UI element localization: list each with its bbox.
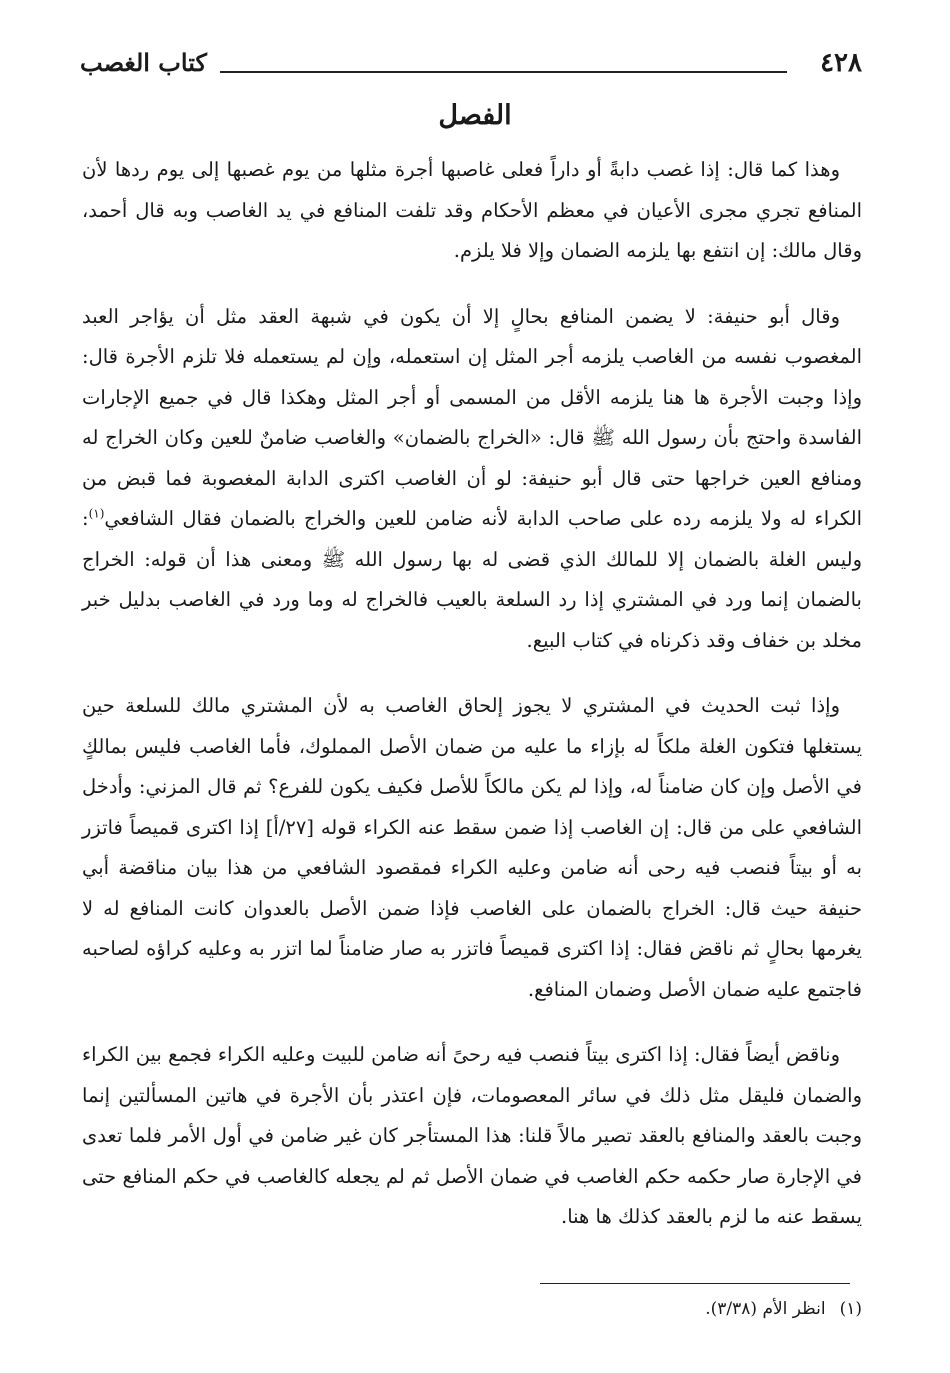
footnote-marker: (١) bbox=[839, 1299, 862, 1319]
footnote bbox=[705, 1294, 862, 1324]
paragraph-2-part-2: : وليس الغلة بالضمان إلا للمالك الذي قضى له بها رسول الله ﷺ ومعنى هذا أن قوله: الخراج بالضمان إنما ورد في المشتري إذا رد السلعة بالعيب فالخراج له وما ورد في الغاصب بدليل خبر مخلد بن خفاف وقد ذكرناه في كتاب البيع. bbox=[82, 507, 862, 652]
section-title: الفصل bbox=[438, 100, 512, 131]
footnote-rule bbox=[540, 1283, 850, 1284]
paragraph-1: وهذا كما قال: إذا غصب دابةً أو داراً فعلى غاصبها أجرة مثلها من يوم غصبها إلى يوم ردها لأن المنافع تجري مجرى الأعيان في معظم الأحكام وقد تلفت المنافع في يد الغاصب وبه قال أحمد، وقال مالك: إن انتفع بها يلزمه الضمان وإلا فلا يلزم. bbox=[82, 158, 862, 262]
running-title: كتاب الغصب bbox=[80, 48, 207, 77]
paragraph-2 bbox=[82, 297, 862, 662]
header-rule bbox=[220, 71, 787, 73]
footnote-reference: (١) bbox=[88, 506, 105, 521]
footnote-text: انظر الأم (٣/٣٨). bbox=[705, 1299, 826, 1319]
paragraph-4: وناقض أيضاً فقال: إذا اكترى بيتاً فنصب فيه رحىً أنه ضامن للبيت وعليه الكراء فجمع بين الكراء والضمان فليقل مثل ذلك في سائر المعصومات، فإن اعتذر بأن الأجرة في هاتين المسألتين إنما وجبت بالعقد والمنافع بالعقد تصير مالاً قلنا: هذا المستأجر كان غير ضامن في أول الأمر فلما تعدى في الإجارة صار حكمه حكم الغاصب في ضمان الأصل ثم لم يجعله كالغاصب في حكم المنافع حتى يسقط عنه ما لزم بالعقد كذلك ها هنا. bbox=[82, 1043, 862, 1228]
body-text bbox=[82, 150, 862, 1263]
paragraph-2-part-1: وقال أبو حنيفة: لا يضمن المنافع بحالٍ إلا أن يكون في شبهة العقد مثل أن يؤاجر العبد المغصوب نفسه من الغاصب يلزمه أجر المثل إن استعمله، وإن لم يستعمله فلا تلزم الأجرة قال: وإذا وجبت الأجرة ها هنا يلزمه الأقل من المسمى أو أجر المثل وهكذا قال في جميع الإجارات الفاسدة واحتج بأن رسول الله ﷺ قال: «الخراج بالضمان» والغاصب ضامنٌ للعين وكان الخراج له ومنافع العين خراجها حتى قال أبو حنيفة: لو أن الغاصب اكترى الدابة المغصوبة فما قبض من الكراء له ولا يلزمه رده على صاحب الدابة لأنه ضامن للعين والخراج بالضمان فقال الشافعي bbox=[82, 304, 862, 530]
paragraph-3: وإذا ثبت الحديث في المشتري لا يجوز إلحاق الغاصب به لأن المشتري مالك للسلعة حين يستغلها فتكون الغلة ملكاً له بإزاء ما عليه من ضمان الأصل المملوك، فأما الغاصب فليس بمالكٍ في الأصل وإن كان ضامناً له، وإذا لم يكن مالكاً للأصل فكيف يكون للفرع؟ ثم قال المزني: وأدخل الشافعي على من قال: إن الغاصب إذا ضمن سقط عنه الكراء قوله [٢٧/أ] إذا اكترى قميصاً فاتزر به أو بيتاً فنصب فيه رحى أنه ضامن وعليه الكراء فمقصود الشافعي من هذا بيان مناقضة أبي حنيفة حيث قال: الخراج بالضمان على الغاصب فإذا ضمن الأصل بالعدوان كانت المنافع له لا يغرمها بحالٍ ثم ناقض فقال: إذا اكترى قميصاً فاتزر به صار ضامناً لما اتزر به وعليه كراؤه لصاحبه فاجتمع عليه ضمان الأصل وضمان المنافع. bbox=[82, 694, 862, 1001]
page-header bbox=[80, 44, 862, 88]
page-number: ٤٢٨ bbox=[820, 48, 862, 78]
